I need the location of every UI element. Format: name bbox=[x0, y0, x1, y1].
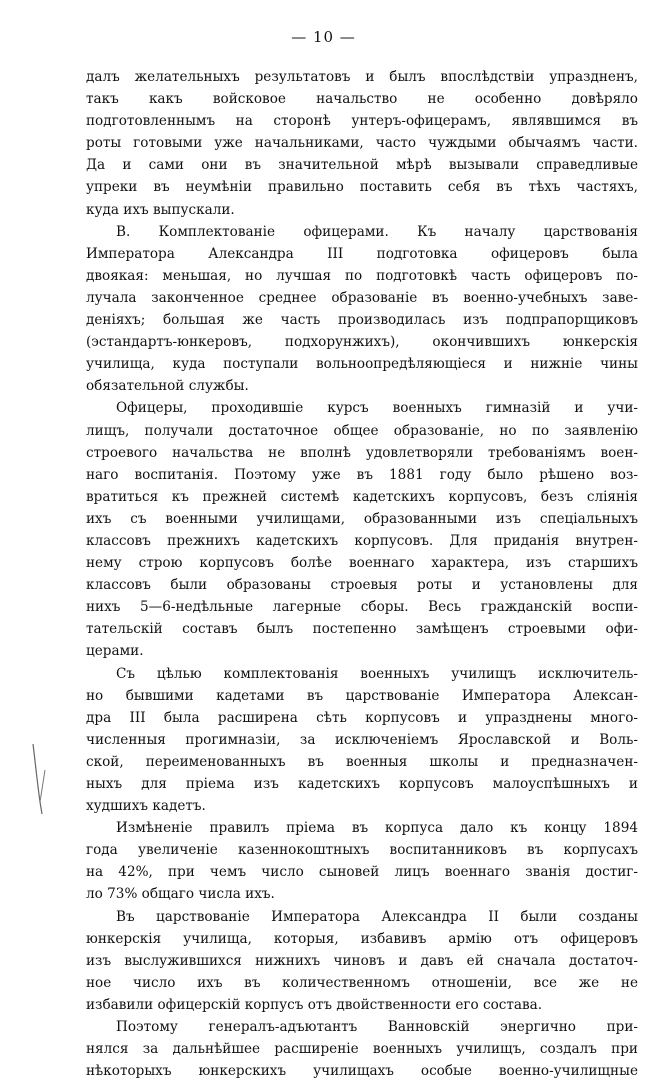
text-line: училища, куда поступали вольноопредѣляющіеся и нижніе чины bbox=[86, 356, 638, 373]
text-line: нему строю корпусовъ болѣе военнаго характера, изъ старшихъ bbox=[86, 555, 638, 572]
text-line: Офицеры, проходившіе курсъ военныхъ гимназій и учи- bbox=[116, 400, 638, 417]
text-line: подготовленнымъ на сторонѣ унтеръ-офицерамъ, являвшимся въ bbox=[86, 113, 638, 130]
text-line: В. Комплектованіе офицерами. Къ началу царствованія bbox=[116, 223, 638, 240]
pencil-margin-mark bbox=[28, 740, 50, 820]
text-line: юнкерскія училища, которыя, избавивъ армію отъ офицеровъ bbox=[86, 930, 638, 947]
text-line: ской, переименованныхъ въ военныя школы и предназначен- bbox=[86, 753, 638, 770]
text-line: на 42%, при чемъ число сыновей лицъ военнаго званія достиг- bbox=[86, 864, 638, 881]
text-line: избавили офицерскій корпусъ отъ двойственности его состава. bbox=[86, 996, 543, 1013]
text-line: нѣкоторыхъ юнкерскихъ училищахъ особые военно-училищные bbox=[86, 1063, 638, 1080]
text-line: куда ихъ выпускали. bbox=[86, 201, 235, 218]
text-line: нихъ 5—6-недѣльные лагерные сборы. Весь гражданскій воспи- bbox=[86, 599, 638, 616]
text-line: лищъ, получали достаточное общее образованіе, но по заявленію bbox=[86, 422, 638, 439]
text-line: классовъ были образованы строевыя роты и установлены для bbox=[86, 577, 638, 594]
page-number: — 10 — bbox=[291, 28, 356, 46]
text-line: церами. bbox=[86, 643, 144, 660]
text-line: численныя прогимназіи, за исключеніемъ Ярославской и Воль- bbox=[86, 731, 638, 748]
text-line: ихъ съ военными училищами, образованными изъ спеціальныхъ bbox=[86, 510, 638, 527]
text-line: худшихъ кадетъ. bbox=[86, 798, 206, 815]
text-line: такъ какъ войсковое начальство не особенно довѣряло bbox=[86, 91, 638, 108]
text-line: но бывшими кадетами въ царствованіе Императора Алексан- bbox=[86, 687, 638, 704]
text-line: года увеличеніе казеннокоштныхъ воспитанниковъ въ корпусахъ bbox=[86, 842, 638, 859]
text-line: ло 73% общаго числа ихъ. bbox=[86, 886, 275, 903]
text-line: тательскій составъ былъ постепенно замѣщенъ строевыми офи- bbox=[86, 621, 638, 638]
text-line: лучала законченное среднее образованіе въ военно-учебныхъ заве- bbox=[86, 289, 638, 306]
text-line: упреки въ неумѣніи правильно поставить себя въ тѣхъ частяхъ, bbox=[86, 179, 638, 196]
text-line: Съ цѣлью комплектованія военныхъ училищъ исключитель- bbox=[116, 665, 638, 682]
text-line: деніяхъ; большая же часть производилась изъ подпрапорщиковъ bbox=[86, 312, 638, 329]
text-line: дра III была расширена сѣть корпусовъ и упразднены много- bbox=[86, 709, 638, 726]
text-line: классовъ прежнихъ кадетскихъ корпусовъ. Для приданія внутрен- bbox=[86, 532, 638, 549]
text-line: Императора Александра III подготовка офицеровъ была bbox=[86, 245, 638, 262]
text-line: далъ желательныхъ результатовъ и былъ впослѣдствіи упраздненъ, bbox=[86, 69, 638, 85]
text-line: вратиться къ прежней системѣ кадетскихъ корпусовъ, безъ слiянія bbox=[86, 488, 638, 505]
text-line: ныхъ для пріема изъ кадетскихъ корпусовъ малоуспѣшныхъ и bbox=[86, 776, 638, 792]
text-line: обязательной службы. bbox=[86, 378, 249, 395]
text-line: наго воспитанія. Поэтому уже въ 1881 году было рѣшено воз- bbox=[86, 466, 638, 483]
text-line: роты готовыми уже начальниками, часто чуждыми обычаямъ части. bbox=[86, 135, 638, 152]
text-line: Измѣненіе правилъ пріема въ корпуса дало къ концу 1894 bbox=[116, 820, 638, 837]
text-line: ное число ихъ въ количественномъ отношеніи, все же не bbox=[86, 974, 638, 991]
body-text bbox=[86, 66, 638, 1082]
text-line: Да и сами они въ значительной мѣрѣ вызывали справедливые bbox=[86, 157, 638, 174]
text-line: Поэтому генералъ-адъютантъ Ванновскій энергично при- bbox=[116, 1019, 638, 1036]
text-line: изъ выслужившихся нижнихъ чиновъ и давъ ей сначала достаточ- bbox=[86, 952, 638, 969]
text-line: строевого начальства не вполнѣ удовлетворяли требованіямъ воен- bbox=[86, 444, 638, 461]
text-line: нялся за дальнѣйшее расширеніе военныхъ училищъ, создалъ при bbox=[86, 1041, 638, 1058]
text-line: Въ царствованіе Императора Александра II были созданы bbox=[116, 908, 638, 925]
text-line: двоякая: меньшая, но лучшая по подготовкѣ часть офицеровъ по- bbox=[86, 267, 638, 284]
text-line: (эстандартъ-юнкеровъ, подхорунжихъ), окончившихъ юнкерскія bbox=[86, 334, 638, 351]
